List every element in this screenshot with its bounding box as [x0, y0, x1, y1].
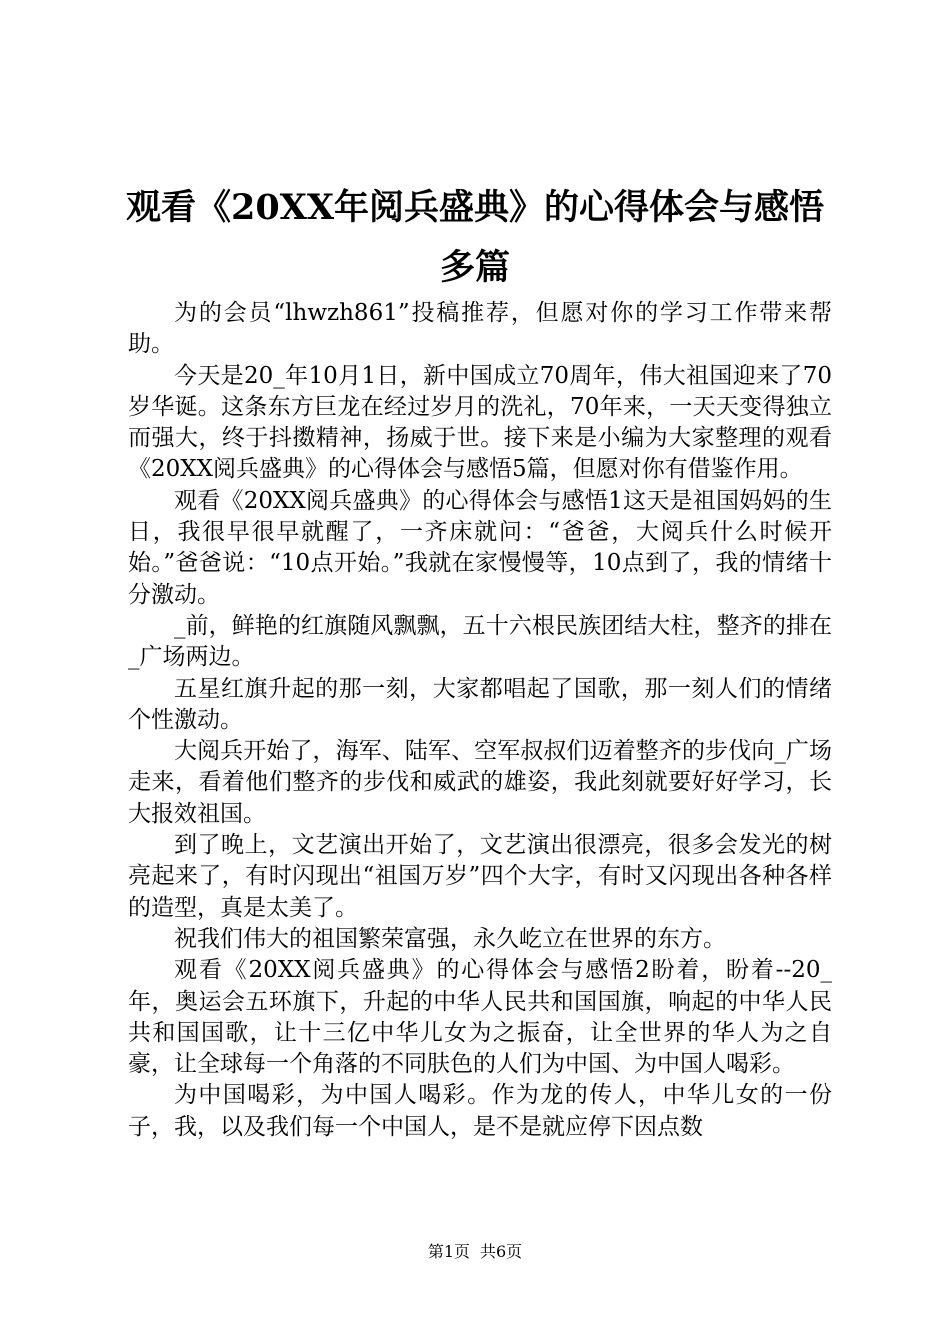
- document-body: [128, 298, 832, 1143]
- page-footer: [0, 1241, 950, 1263]
- document-title: [120, 178, 830, 298]
- paragraph: 今天是20_年10月1日，新中国成立70周年，伟大祖国迎来了70岁华诞。这条东方巨龙在经过岁月的洗礼，70年来，一天天变得独立而强大，终于抖擞精神，扬威于世。接下来是小编为大家整理的观看《20XX阅兵盛典》的心得体会与感悟5篇，但愿对你有借鉴作用。: [128, 362, 832, 483]
- title-line-2: 多篇: [439, 247, 510, 288]
- paragraph: 到了晚上，文艺演出开始了，文艺演出很漂亮，很多会发光的树亮起来了，有时闪现出“祖国万岁”四个大字，有时又闪现出各种各样的造型，真是太美了。: [128, 832, 832, 921]
- page-number-total: 共6页: [480, 1242, 523, 1261]
- paragraph: 为的会员“lhwzh861”投稿推荐，但愿对你的学习工作带来帮助。: [128, 300, 832, 358]
- paragraph: _前，鲜艳的红旗随风飘飘，五十六根民族团结大柱，整齐的排在_广场两边。: [128, 612, 832, 671]
- paragraph: 观看《20XX阅兵盛典》的心得体会与感悟2盼着，盼着--20_年，奥运会五环旗下，升起的中华人民共和国国旗，响起的中华人民共和国国歌，让十三亿中华儿女为之振奋，让全世界的华人为之自豪，让全球每一个角落的不同肤色的人们为中国、为中国人喝彩。: [128, 957, 832, 1078]
- title-line-1: 观看《20XX年阅兵盛典》的心得体会与感悟: [125, 187, 825, 228]
- paragraph: 五星红旗升起的那一刻，大家都唱起了国歌，那一刻人们的情绪个性激动。: [128, 675, 832, 733]
- page-number-current: 第1页: [427, 1242, 470, 1261]
- paragraph: 祝我们伟大的祖国繁荣富强，永久屹立在世界的东方。: [174, 925, 726, 952]
- paragraph: 观看《20XX阅兵盛典》的心得体会与感悟1这天是祖国妈妈的生日，我很早很早就醒了，一齐床就问：“爸爸，大阅兵什么时候开始。”爸爸说：“10点开始。”我就在家慢慢等，10点到了，我的情绪十分激动。: [128, 487, 832, 608]
- paragraph: 大阅兵开始了，海军、陆军、空军叔叔们迈着整齐的步伐向_广场走来，看着他们整齐的步伐和威武的雄姿，我此刻就要好好学习，长大报效祖国。: [128, 738, 832, 827]
- paragraph: 为中国喝彩，为中国人喝彩。作为龙的传人，中华儿女的一份子，我，以及我们每一个中国人，是不是就应停下因点数: [128, 1082, 832, 1140]
